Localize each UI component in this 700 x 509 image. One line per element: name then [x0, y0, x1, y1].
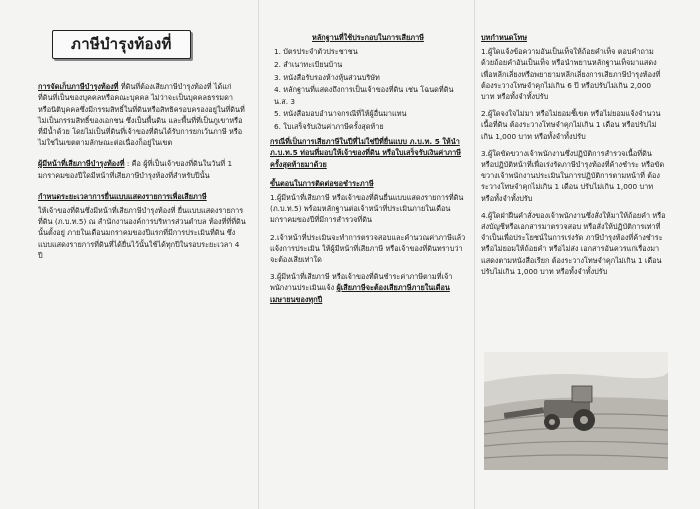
column-2: [270, 32, 466, 311]
section-taxpayer: [38, 158, 246, 180]
penalty-4: 4.ผู้ใดฝ่าฝืนคำสั่งของเจ้าพนักงานซึ่งสั่งให้มาให้ถ้อยคำ หรือส่งบัญชีหรือเอกสารมาตรวจสอบ หรือสั่งให้ปฏิบัติการเท่าที่จำเป็นเพื่อประโยชน์ในการเร่งรัด ภาษีบำรุงท้องที่ค้างชำระ หรือไม่ยอมให้ถ้อยคำ หรือไม่ส่ง เอกสารอันควรแก่เรื่องมาแสดงตามหนังสือเรียก ต้องระวางโทษจำคุกไม่เกิน 1 เดือน ปรับไม่เกิน 1,000 บาท หรือทั้งจำทั้งปรับ: [481, 210, 666, 276]
section-deadline-body: ให้เจ้าของที่ดินซึ่งมีหน้าที่เสียภาษีบำรุงท้องที่ ยื่นแบบแสดงรายการที่ดิน (ภ.บ.ท.5) ณ สำนักงานองค์การบริหารส่วนตำบล ท้องที่ที่ที่ดินนั้นตั้งอยู่ ภายในเดือนมกราคมของปีแรกที่มีการประเมินที่ดิน ซึ่งแบบแสดงรายการที่ดินที่ได้ยื่นไว้นั้นใช้ได้ทุกปีในรอบระยะเวลา 4 ปี: [38, 206, 246, 260]
section-deadline: [38, 191, 246, 261]
step-3: 3.ผู้มีหน้าที่เสียภาษี หรือเจ้าของที่ดินชำระค่าภาษีตามที่เจ้าพนักงานประเมินแจ้ง: [270, 272, 453, 293]
section-taxpayer-heading: ผู้มีหน้าที่เสียภาษีบำรุงท้องที่: [38, 159, 125, 169]
list-item: 6. ใบเสร็จรับเงินค่าภาษีครั้งสุดท้าย: [274, 121, 384, 131]
fold-line-right: [474, 0, 475, 509]
section-deadline-heading: กำหนดระยะเวลาการยื่นแบบแสดงรายการเพื่อเสียภาษี: [38, 191, 207, 201]
documents-heading: หลักฐานที่ใช้ประกอบในการเสียภาษี: [312, 33, 424, 42]
section-collection-body: ที่ดินที่ต้องเสียภาษีบำรุงท้องที่ ได้แก่ ที่ดินที่เป็นของบุคคลหรือคณะบุคคล ไม่ว่าจะเป็นบุคคลธรรมดา หรือนิติบุคคลซึ่งมีกรรมสิทธิ์ในที่ดินหรือสิทธิครอบครองอยู่ในที่ดินที่ไม่เป็นกรรมสิทธิ์ของเอกชน ซึ่งเป็นพื้นดิน และพื้นที่ที่เป็นภูเขาหรือที่มีน้ำด้วย โดยไม่เป็นที่ดินที่เจ้าของที่ดินได้รับการยกเว้นภาษี หรือไม่ใช่ในเขตตามลักษณะต่อเนื่องก็อยู่ในเขต: [38, 82, 245, 148]
section-taxpayer-body: : คือ ผู้ที่เป็นเจ้าของที่ดินในวันที่ 1 มกราคมของปีใดมีหน้าที่เสียภาษีบำรุงท้องที่สำหรับปีนั้น: [38, 159, 233, 180]
step-2: 2.เจ้าหน้าที่ประเมินจะทำการตรวจสอบและคำนวณค่าภาษีแล้วแจ้งการประเมิน ให้ผู้มีหน้าที่เสียภาษี หรือเจ้าของที่ดินทราบว่าจะต้องเสียเท่าใด: [270, 232, 466, 264]
penalties-heading: บทกำหนดโทษ: [481, 33, 528, 42]
penalty-3: 3.ผู้ใดขัดขวางเจ้าพนักงานซึ่งปฏิบัติการสำรวจเนื้อที่ดิน หรือปฏิบัติหน้าที่เพื่อเร่งรัดภาษีบำรุงท้องที่ค้างชำระ หรือขัดขวางเจ้าพนักงานประเมินในการปฏิบัติการตามหน้าที่ ต้องระวางโทษจำคุกไม่เกิน 1 เดือน ปรับไม่เกิน 1,000 บาท หรือทั้งจำทั้งปรับ: [481, 148, 665, 203]
section-collection: [38, 81, 246, 148]
penalty-1: 1.ผู้ใดแจ้งข้อความอันเป็นเท็จให้ถ้อยคำเท็จ ตอบคำถามด้วยถ้อยคำอันเป็นเท็จ หรือนำพยานหลักฐานเท็จมาแสดง เพื่อหลีกเลี่ยงหรือพยายามหลีกเลี่ยงการเสียภาษีบำรุงท้องที่ ต้องระวางโทษจำคุกไม่เกิน 6 ปี หรือปรับไม่เกิน 2,000 บาท หรือทั้งจำทั้งปรับ: [481, 47, 661, 102]
list-item: 1. บัตรประจำตัวประชาชน: [274, 47, 358, 57]
list-item: 3. หนังสือรับรองห้างหุ้นส่วนบริษัท: [274, 72, 380, 82]
penalty-2: 2.ผู้ใดจงใจไม่มา หรือไม่ยอมชี้เขต หรือไม่ยอมแจ้งจำนวน เนื้อที่ดิน ต้องระวางโทษจำคุกไม่เกิน 1 เดือน หรือปรับไม่เกิน 1,000 บาท หรือทั้งจำทั้งปรับ: [481, 109, 661, 141]
documents-list: [270, 46, 466, 132]
list-item: 5. หนังสือมอบอำนาจกรณีที่ให้ผู้อื่นมาแทน: [274, 109, 407, 119]
list-item: 4. หลักฐานที่แสดงถึงการเป็นเจ้าของที่ดิน เช่น โฉนดที่ดิน น.ส. 3: [274, 85, 454, 106]
list-item: 2. สำเนาทะเบียนบ้าน: [274, 59, 343, 69]
steps-heading: ขั้นตอนในการติดต่อขอชำระภาษี: [270, 178, 374, 188]
section-collection-heading: การจัดเก็บภาษีบำรุงท้องที่: [38, 82, 119, 92]
fold-line-left: [258, 0, 259, 509]
tractor-field-illustration: [484, 352, 668, 470]
step-1: 1.ผู้มีหน้าที่เสียภาษี หรือเจ้าของที่ดินยื่นแบบแสดงรายการที่ดิน (ภ.บ.ท.5) พร้อมหลักฐานต่อเจ้าหน้าที่ประเมินภายในเดือนมกราคมของปีที่มีการสำรวจที่ดิน: [270, 192, 464, 225]
documents-note: กรณีที่เป็นการเสียภาษีในปีที่ไม่ใช่ปีที่ยื่นแบบ ภ.บ.ท. 5 ให้นำ ภ.บ.ท.5 ท่อนที่มอบให้เจ้าของที่ดิน หรือใบเสร็จรับเงินค่าภาษีครั้งสุดท้ายมาด้วย: [270, 137, 461, 169]
page-title: ภาษีบำรุงท้องที่: [52, 30, 191, 59]
step-3-deadline: ผู้เสียภาษีจะต้องเสียภาษีภายในเดือนเมษายนของทุกปี: [270, 283, 450, 304]
column-3: [481, 32, 666, 283]
column-1: [38, 30, 246, 267]
